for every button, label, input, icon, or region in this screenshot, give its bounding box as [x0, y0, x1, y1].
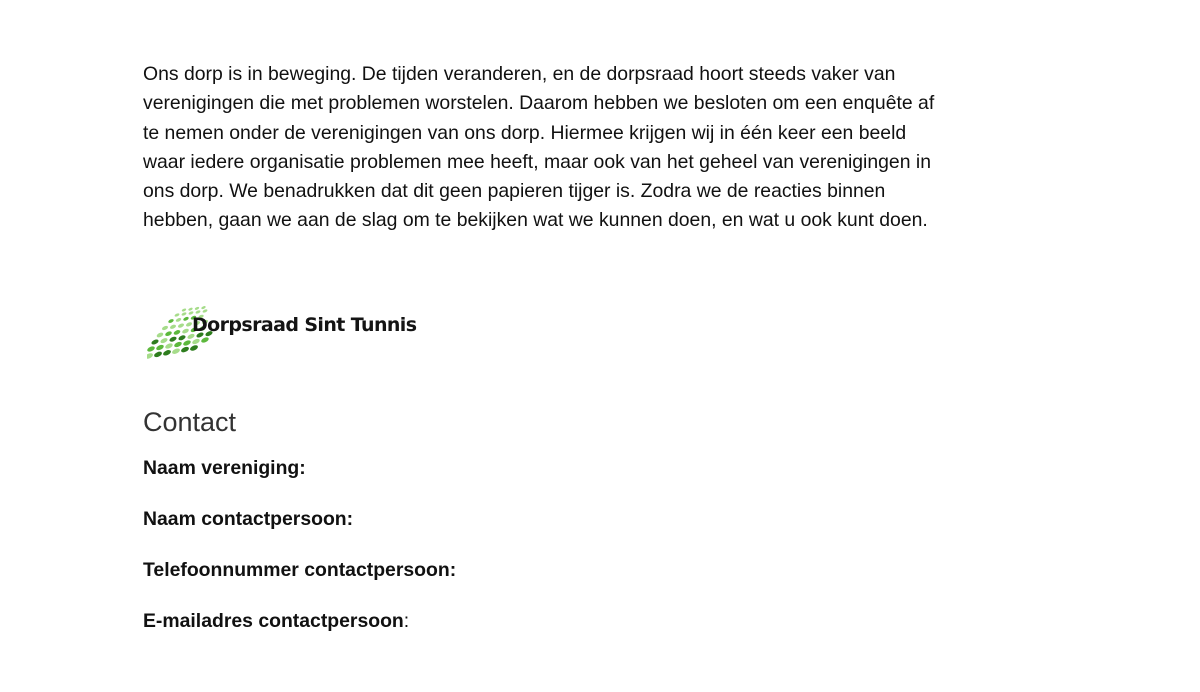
logo-dot: [178, 334, 187, 341]
intro-paragraph: Ons dorp is in beweging. De tijden veranderen, en de dorpsraad hoort steeds vaker van verenigingen die met problemen worstelen. Daarom hebben we besloten om een enquête af te nemen onder de verenigingen van ons dorp. Hiermee krijgen wij in één keer een beeld waar iedere organisatie problemen mee heeft, maar ook van het geheel van verenigingen in ons dorp. We benadrukken dat dit geen papieren tijger is. Zodra we de reacties binnen hebben, gaan we aan de slag om te bekijken wat we kunnen doen, en wat u ook kunt doen.: [143, 63, 935, 232]
logo-dot: [181, 328, 189, 335]
logo-dot: [164, 342, 173, 349]
logo-dot: [168, 318, 175, 323]
contact-heading: Contact: [143, 407, 237, 437]
logo-dot: [181, 308, 186, 312]
logo-dot: [177, 323, 184, 329]
logo-dot: [180, 346, 190, 354]
field-contact-name: [143, 505, 456, 556]
logo-dot: [200, 336, 209, 343]
logo-dot: [171, 347, 181, 355]
logo-dot: [147, 352, 154, 360]
logo-dot: [161, 325, 168, 331]
field-label: Naam contactpersoon:: [143, 508, 354, 530]
logo-dot: [155, 344, 164, 351]
logo-dot: [151, 338, 160, 345]
logo-text: Dorpsraad Sint Tunnis: [192, 314, 417, 336]
logo-dot: [156, 332, 164, 339]
field-contact-email: [143, 607, 456, 658]
logo-dot: [147, 345, 156, 352]
logo-dot: [191, 338, 200, 345]
field-association-name: [143, 454, 456, 505]
logo-dot: [175, 317, 182, 322]
logo-dot: [188, 307, 193, 311]
field-label: Naam vereniging:: [143, 457, 306, 479]
logo-dot: [164, 330, 172, 337]
logo-dot: [182, 339, 191, 346]
logo-dot: [201, 306, 206, 310]
document-body: [143, 60, 1063, 236]
logo-dot: [189, 344, 199, 352]
logo-dot: [202, 309, 208, 314]
logo-dot: [173, 329, 181, 336]
logo-dot: [169, 324, 176, 330]
dorpsraad-logo: [147, 306, 417, 366]
logo-dot: [153, 351, 163, 359]
logo-dot: [181, 312, 187, 317]
logo-dot: [173, 341, 182, 348]
logo-dot: [183, 316, 190, 321]
field-label: E-mailadres contactpersoon: [143, 610, 404, 632]
field-suffix: :: [403, 610, 410, 632]
logo-dot: [160, 337, 169, 344]
logo-dot: [174, 313, 180, 318]
field-label: Telefoonnummer contactpersoon:: [143, 559, 457, 581]
contact-field-list: [143, 454, 456, 658]
logo-dot: [194, 306, 199, 310]
field-contact-phone: [143, 556, 456, 607]
logo-dot: [162, 349, 172, 357]
logo-dot: [169, 336, 178, 343]
